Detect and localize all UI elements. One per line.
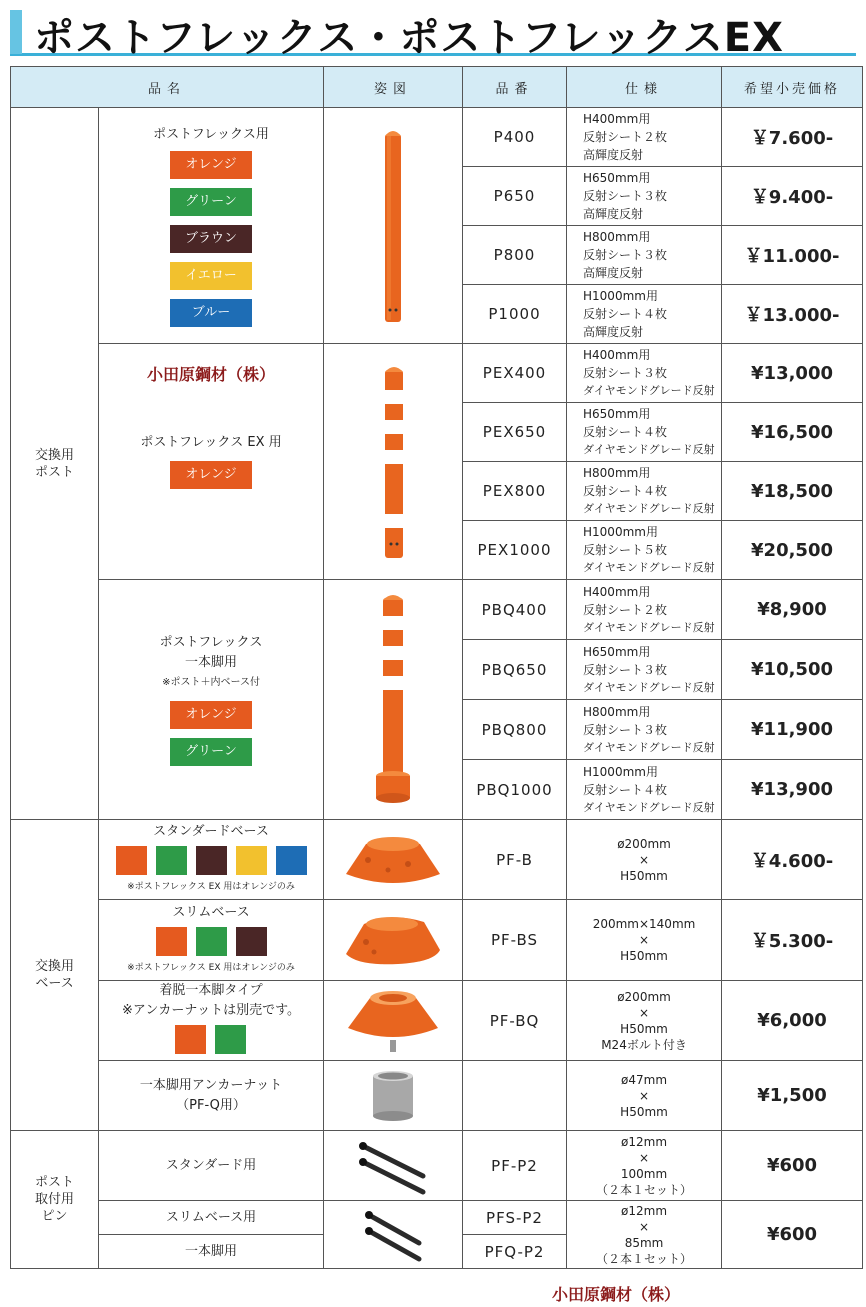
base-name-cell [99,820,324,900]
base-figure-single-leg [324,981,463,1061]
single-leg-base-icon [338,988,448,1054]
swatch-green [196,927,227,956]
spec-line: 反射シート４枚 [583,782,668,797]
spec-cell [567,521,722,580]
color-chip-green: グリーン [170,738,252,766]
price: ￥4.600- [722,820,863,900]
spec-line: H50mm [620,868,668,883]
header-row [11,67,863,108]
spec-line: ø200mm [617,836,671,851]
spec-line: H800mm用 [583,466,651,480]
part-number: PBQ800 [463,700,567,760]
spec-line: 高輝度反射 [583,266,644,280]
group3-name-2: 一本脚用 [185,655,238,670]
header-spec: 仕様 [567,67,722,108]
spec-line: H1000mm用 [583,525,658,539]
category-post-label: 交換用 ポスト [34,447,74,480]
spec-line: 反射シート３枚 [583,189,668,203]
price: ￥11.000- [722,226,863,285]
spec-line: 反射シート３枚 [583,722,668,737]
spec-line: H400mm用 [583,584,651,599]
spec-line: 高輝度反射 [583,325,644,339]
spec-line: × [638,1219,650,1234]
spec-cell [567,403,722,462]
spec-cell [567,820,722,900]
spec-line: × [638,852,650,867]
group2-name: ポストフレックス EX 用 [140,434,282,450]
spec-line: 反射シート４枚 [583,484,668,498]
spec-line: × [638,1088,650,1103]
table-row [11,981,863,1061]
spec-line: （２本１セット） [596,1251,693,1266]
spec-line: H50mm [620,1021,668,1036]
post-figure-2 [324,344,463,580]
product-table [10,66,863,1269]
swatch-row [99,927,323,956]
price: ¥1,500 [722,1061,863,1131]
spec-cell [567,640,722,700]
base-name: 一本脚用アンカーナット [139,1077,283,1093]
part-number: PF-BQ [463,981,567,1061]
price: ￥9.400- [722,167,863,226]
part-number: PBQ400 [463,580,567,640]
spec-line: H650mm用 [583,171,651,185]
part-number: P1000 [463,285,567,344]
spec-cell [567,580,722,640]
spec-line: 反射シート５枚 [583,543,668,557]
pin-figure-standard [324,1131,463,1201]
color-chip-blue: ブルー [170,299,252,327]
header-figure: 姿図 [324,67,463,108]
spec-line: 反射シート３枚 [583,662,668,677]
standard-base-icon [338,830,448,890]
group3-name-1: ポストフレックス [159,635,263,650]
spec-line: ø200mm [617,989,671,1004]
group2-name-cell [99,344,324,580]
spec-cell [567,1061,722,1131]
table-row [11,1061,863,1131]
part-number: PF-P2 [463,1131,567,1201]
group1-name-cell [99,108,324,344]
color-chip-brown: ブラウン [170,225,252,253]
pin-name: スリムベース用 [99,1201,324,1235]
base-name-cell [99,900,324,981]
spec-line: M24ボルト付き [601,1037,687,1052]
price: ¥6,000 [722,981,863,1061]
swatch-orange [175,1025,206,1054]
base-note: ※ポストフレックス EX 用はオレンジのみ [127,962,295,973]
part-number: PEX400 [463,344,567,403]
spec-line: ダイヤモンドグレード反射 [583,443,715,456]
color-chip-orange: オレンジ [170,151,252,179]
table-row [11,580,863,640]
price: ¥600 [722,1201,863,1269]
part-number: PFQ-P2 [463,1235,567,1269]
swatch-orange [116,846,147,875]
title-accent [10,10,22,54]
base-name-cell [99,981,324,1061]
spec-line: 反射シート４枚 [583,307,668,321]
spec-line: × [638,1150,650,1165]
spec-line: 反射シート２枚 [583,602,668,617]
base-name: スリムベース [172,904,250,920]
base-note: ※ポストフレックス EX 用はオレンジのみ [127,882,295,892]
pin-icon [343,1205,443,1265]
base-figure-standard [324,820,463,900]
spec-line: H400mm用 [583,112,651,126]
base-name: スタンダードベース [153,824,269,839]
category-base [11,820,99,1131]
color-chip-yellow: イエロー [170,262,252,290]
spec-line: H50mm [620,949,668,963]
header-part-no: 品番 [463,67,567,108]
price: ¥600 [722,1131,863,1201]
table-row [11,108,863,167]
spec-cell [567,344,722,403]
base-name-2: ※アンカーナットは別売です。 [121,1003,301,1018]
spec-line: ダイヤモンドグレード反射 [583,502,715,515]
swatch-yellow [236,846,267,875]
price: ¥18,500 [722,462,863,521]
slim-base-icon [338,910,448,970]
spec-cell [567,1131,722,1201]
color-chip-orange: オレンジ [170,701,252,729]
spec-line: H1000mm用 [583,289,658,303]
spec-line: 反射シート４枚 [583,425,668,439]
spec-line: H800mm用 [583,230,651,244]
post-ex-icon [373,362,413,562]
spec-line: ø12mm [621,1134,668,1149]
part-number: PBQ1000 [463,760,567,820]
spec-line: × [638,933,650,947]
spec-cell [567,462,722,521]
base-name: 着脱一本脚タイプ [159,983,263,998]
spec-line: ダイヤモンドグレード反射 [583,740,715,754]
spec-line: H400mm用 [583,348,651,362]
spec-line: 85mm [624,1235,664,1250]
part-number [463,1061,567,1131]
spec-line: ダイヤモンドグレード反射 [583,384,715,397]
swatch-brown [236,927,267,956]
category-post [11,108,99,820]
part-number: P800 [463,226,567,285]
table-row [11,1201,863,1235]
spec-line: × [638,1005,650,1020]
table-row [11,820,863,900]
category-pin-label: ポスト 取付用 ピン [34,1175,74,1224]
pin-icon [343,1136,443,1196]
price: ￥7.600- [722,108,863,167]
spec-line: ダイヤモンドグレード反射 [583,561,715,574]
price: ¥20,500 [722,521,863,580]
post-single-leg-icon [363,590,423,810]
spec-line: 高輝度反射 [583,207,644,221]
part-number: PF-B [463,820,567,900]
spec-line: ダイヤモンドグレード反射 [583,620,715,634]
part-number: P650 [463,167,567,226]
spec-line: （２本１セット） [596,1182,693,1197]
price: ￥5.300- [722,900,863,981]
spec-cell [567,226,722,285]
pin-figure-slim [324,1201,463,1269]
table-row [11,1131,863,1201]
anchor-nut-figure [324,1061,463,1131]
anchor-nut-icon [363,1068,423,1124]
brand-label: 小田原鋼材（株） [147,364,276,384]
part-number: PBQ650 [463,640,567,700]
spec-line: ø12mm [621,1203,668,1218]
spec-line: ダイヤモンドグレード反射 [583,800,715,814]
price: ¥13,900 [722,760,863,820]
spec-line: H1000mm用 [583,764,658,779]
spec-line: H50mm [620,1104,668,1119]
page-title: ポストフレックス・ポストフレックスEX [34,15,784,61]
price: ￥13.000- [722,285,863,344]
header-name: 品名 [11,67,324,108]
group3-note: ※ポスト＋内ベース付 [162,677,260,688]
part-number: PFS-P2 [463,1201,567,1235]
color-chip-orange: オレンジ [170,461,252,489]
spec-line: 100mm [620,1166,668,1181]
spec-line: 高輝度反射 [583,148,644,162]
spec-cell [567,900,722,981]
part-number: P400 [463,108,567,167]
spec-cell [567,700,722,760]
table-row [11,344,863,403]
spec-cell [567,1201,722,1269]
part-number: PF-BS [463,900,567,981]
category-base-label: 交換用 ベース [34,959,74,991]
spec-line: H800mm用 [583,704,651,719]
swatch-row [99,846,323,875]
swatch-green [156,846,187,875]
swatch-brown [196,846,227,875]
base-name-2: （PF-Q用） [176,1097,246,1113]
spec-cell [567,167,722,226]
price: ¥10,500 [722,640,863,700]
price: ¥16,500 [722,403,863,462]
spec-line: ダイヤモンドグレード反射 [583,680,715,694]
swatch-green [215,1025,246,1054]
base-name-cell [99,1061,324,1131]
color-chip-green: グリーン [170,188,252,216]
spec-line: H650mm用 [583,644,651,659]
category-pin [11,1131,99,1269]
spec-cell [567,108,722,167]
pin-name: スタンダード用 [99,1131,324,1201]
part-number: PEX650 [463,403,567,462]
part-number: PEX800 [463,462,567,521]
spec-line: H650mm用 [583,407,651,421]
table-row [11,900,863,981]
spec-line: 200mm×140mm [592,917,696,931]
spec-cell [567,981,722,1061]
price: ¥13,000 [722,344,863,403]
footer-brand: 小田原鋼材（株） [552,1285,681,1304]
title-bar [10,4,856,61]
spec-line: 反射シート２枚 [583,130,668,144]
group3-name-cell [99,580,324,820]
post-icon [373,126,413,326]
spec-cell [567,285,722,344]
spec-line: 反射シート３枚 [583,248,668,262]
spec-line: 反射シート３枚 [583,366,668,380]
swatch-row [99,1025,323,1054]
spec-line: ø47mm [621,1072,668,1087]
part-number: PEX1000 [463,521,567,580]
swatch-blue [276,846,307,875]
base-figure-slim [324,900,463,981]
price: ¥8,900 [722,580,863,640]
spec-cell [567,760,722,820]
post-figure-3 [324,580,463,820]
pin-name: 一本脚用 [99,1235,324,1269]
header-price: 希望小売価格 [722,67,863,108]
post-figure-1 [324,108,463,344]
swatch-orange [156,927,187,956]
group1-name: ポストフレックス用 [153,126,269,142]
price: ¥11,900 [722,700,863,760]
